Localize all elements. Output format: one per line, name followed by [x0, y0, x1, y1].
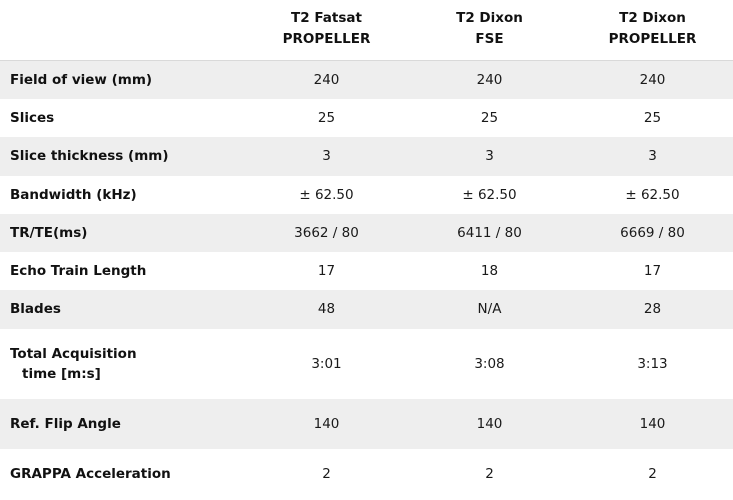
column-header-t2-dixon-fse	[408, 0, 571, 60]
table-row	[0, 137, 733, 175]
table-row	[0, 60, 733, 99]
row-label-bandwidth	[0, 176, 245, 214]
row-label-blades	[0, 290, 245, 328]
cell-value: N/A	[408, 290, 571, 328]
cell-value: 48	[245, 290, 408, 328]
cell-value: 240	[408, 60, 571, 99]
column-header-t2-fatsat-propeller	[245, 0, 408, 60]
cell-value: 25	[571, 99, 733, 137]
table-row	[0, 252, 733, 290]
row-label-line-1: TR/TE(ms)	[10, 224, 88, 241]
column-header-line-1: T2 Fatsat	[291, 10, 362, 26]
header-corner-cell	[0, 0, 245, 60]
row-label-field-of-view	[0, 60, 245, 99]
table-row	[0, 176, 733, 214]
column-header-t2-dixon-propeller	[571, 0, 733, 60]
cell-value: 2	[408, 449, 571, 499]
cell-value: 140	[571, 399, 733, 449]
table-row	[0, 329, 733, 400]
table-row	[0, 214, 733, 252]
cell-value: 140	[408, 399, 571, 449]
row-label-line-1: Slice thickness (mm)	[10, 148, 169, 165]
cell-value: 25	[245, 99, 408, 137]
cell-value: 2	[571, 449, 733, 499]
table-row	[0, 449, 733, 499]
table-header	[0, 0, 733, 60]
cell-value: 3:13	[571, 329, 733, 400]
row-label-slices	[0, 99, 245, 137]
row-label-line-1: GRAPPA Acceleration	[10, 466, 171, 483]
row-label-grappa-acceleration	[0, 449, 245, 499]
column-header-line-2: FSE	[475, 30, 504, 47]
cell-value: ± 62.50	[571, 176, 733, 214]
row-label-tr-te	[0, 214, 245, 252]
header-row	[0, 0, 733, 60]
column-header-line-2: PROPELLER	[608, 30, 697, 47]
cell-value: ± 62.50	[245, 176, 408, 214]
cell-value: 17	[245, 252, 408, 290]
cell-value: 17	[571, 252, 733, 290]
cell-value: 28	[571, 290, 733, 328]
column-header-line-1: T2 Dixon	[456, 10, 523, 26]
row-label-line-1: Blades	[10, 301, 61, 318]
row-label-ref-flip-angle	[0, 399, 245, 449]
column-header-line-2: PROPELLER	[282, 30, 371, 47]
cell-value: 3	[571, 137, 733, 175]
row-label-line-1: Bandwidth (kHz)	[10, 186, 137, 203]
cell-value: 3:01	[245, 329, 408, 400]
cell-value: 6669 / 80	[571, 214, 733, 252]
cell-value: ± 62.50	[408, 176, 571, 214]
cell-value: 3:08	[408, 329, 571, 400]
row-label-slice-thickness	[0, 137, 245, 175]
table-row	[0, 399, 733, 449]
row-label-total-acquisition-time	[0, 329, 245, 400]
column-header-line-1: T2 Dixon	[619, 10, 686, 26]
cell-value: 6411 / 80	[408, 214, 571, 252]
cell-value: 18	[408, 252, 571, 290]
table-row	[0, 290, 733, 328]
cell-value: 3	[408, 137, 571, 175]
cell-value: 3662 / 80	[245, 214, 408, 252]
row-label-line-1: Total Acquisition	[10, 345, 137, 362]
cell-value: 25	[408, 99, 571, 137]
row-label-line-2: time [m:s]	[22, 365, 101, 382]
cell-value: 240	[245, 60, 408, 99]
row-label-echo-train-length	[0, 252, 245, 290]
cell-value: 240	[571, 60, 733, 99]
cell-value: 140	[245, 399, 408, 449]
row-label-line-1: Ref. Flip Angle	[10, 416, 121, 433]
cell-value: 2	[245, 449, 408, 499]
row-label-line-1: Field of view (mm)	[10, 71, 153, 88]
table-row	[0, 99, 733, 137]
row-label-line-1: Slices	[10, 110, 55, 127]
row-label-line-1: Echo Train Length	[10, 263, 147, 280]
table-body	[0, 60, 733, 499]
cell-value: 3	[245, 137, 408, 175]
